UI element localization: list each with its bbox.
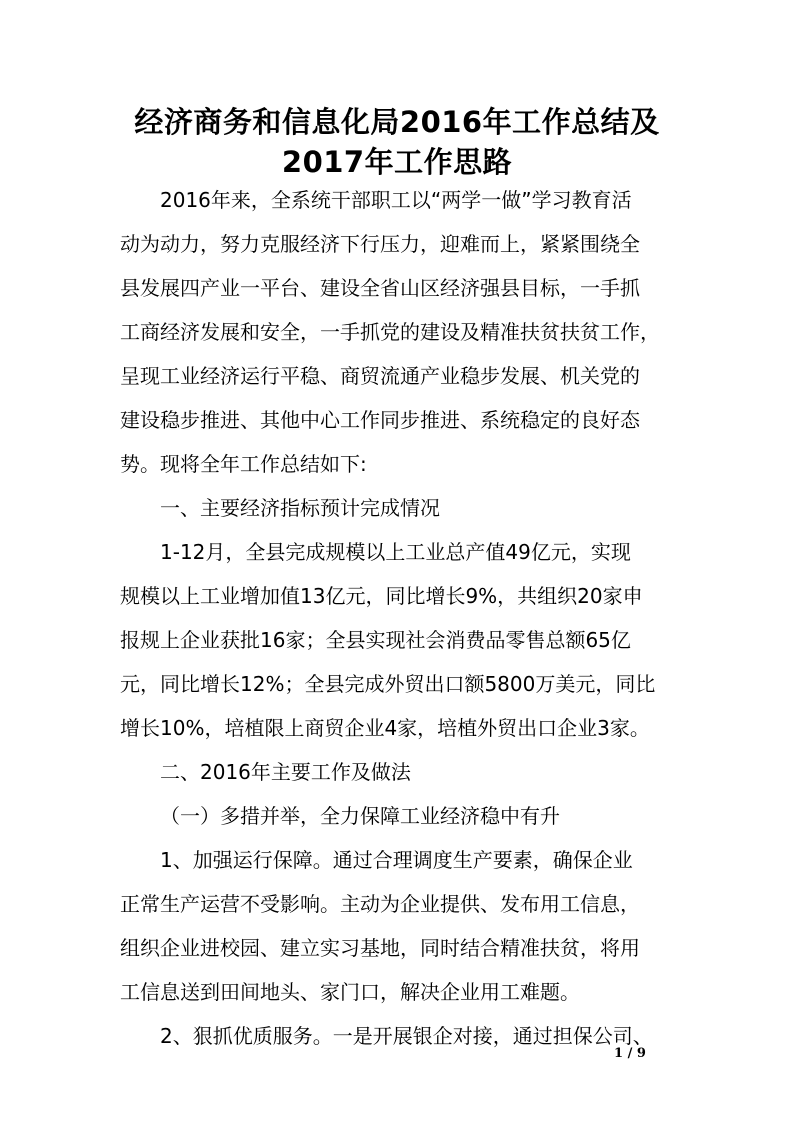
body-line: 工信息送到田间地头、家门口，解决企业用工难题。	[120, 980, 580, 1004]
body-line: 建设稳步推进、其他中心工作同步推进、系统稳定的良好态	[120, 408, 640, 432]
body-line: 1、加强运行保障。通过合理调度生产要素，确保企业	[160, 848, 633, 872]
body-line: 正常生产运营不受影响。主动为企业提供、发布用工信息，	[120, 892, 640, 916]
body-line: 报规上企业获批16家；全县实现社会消费品零售总额65亿	[120, 628, 631, 652]
section-heading: 一、主要经济指标预计完成情况	[160, 496, 440, 520]
page-indicator: 1 / 9	[614, 1046, 646, 1061]
body-line: 元，同比增长12%；全县完成外贸出口额5800万美元，同比	[120, 672, 656, 696]
body-line: 县发展四产业一平台、建设全省山区经济强县目标，一手抓	[120, 276, 640, 300]
body-line: 动为动力，努力克服经济下行压力，迎难而上，紧紧围绕全	[120, 232, 640, 256]
document-title-line-2: 2017年工作思路	[281, 145, 513, 179]
body-line: 规模以上工业增加值13亿元，同比增长9%，共组织20家申	[120, 584, 643, 608]
body-line: 组织企业进校园、建立实习基地，同时结合精准扶贫，将用	[120, 936, 640, 960]
section-heading: 二、2016年主要工作及做法	[160, 760, 411, 784]
body-line: 1-12月，全县完成规模以上工业总产值49亿元，实现	[160, 540, 631, 564]
body-line: 2016年来，全系统干部职工以“两学一做”学习教育活	[160, 188, 632, 212]
body-line: 2、狠抓优质服务。一是开展银企对接，通过担保公司、	[160, 1024, 653, 1048]
body-line: 呈现工业经济运行平稳、商贸流通产业稳步发展、机关党的	[120, 364, 640, 388]
body-line: 增长10%，培植限上商贸企业4家，培植外贸出口企业3家。	[120, 716, 650, 740]
document-title-line-1: 经济商务和信息化局2016年工作总结及	[134, 105, 660, 139]
body-line: 工商经济发展和安全，一手抓党的建设及精准扶贫扶贫工作，	[120, 320, 660, 344]
subsection-heading: （一）多措并举，全力保障工业经济稳中有升	[160, 804, 560, 828]
body-line: 势。现将全年工作总结如下:	[120, 452, 367, 476]
